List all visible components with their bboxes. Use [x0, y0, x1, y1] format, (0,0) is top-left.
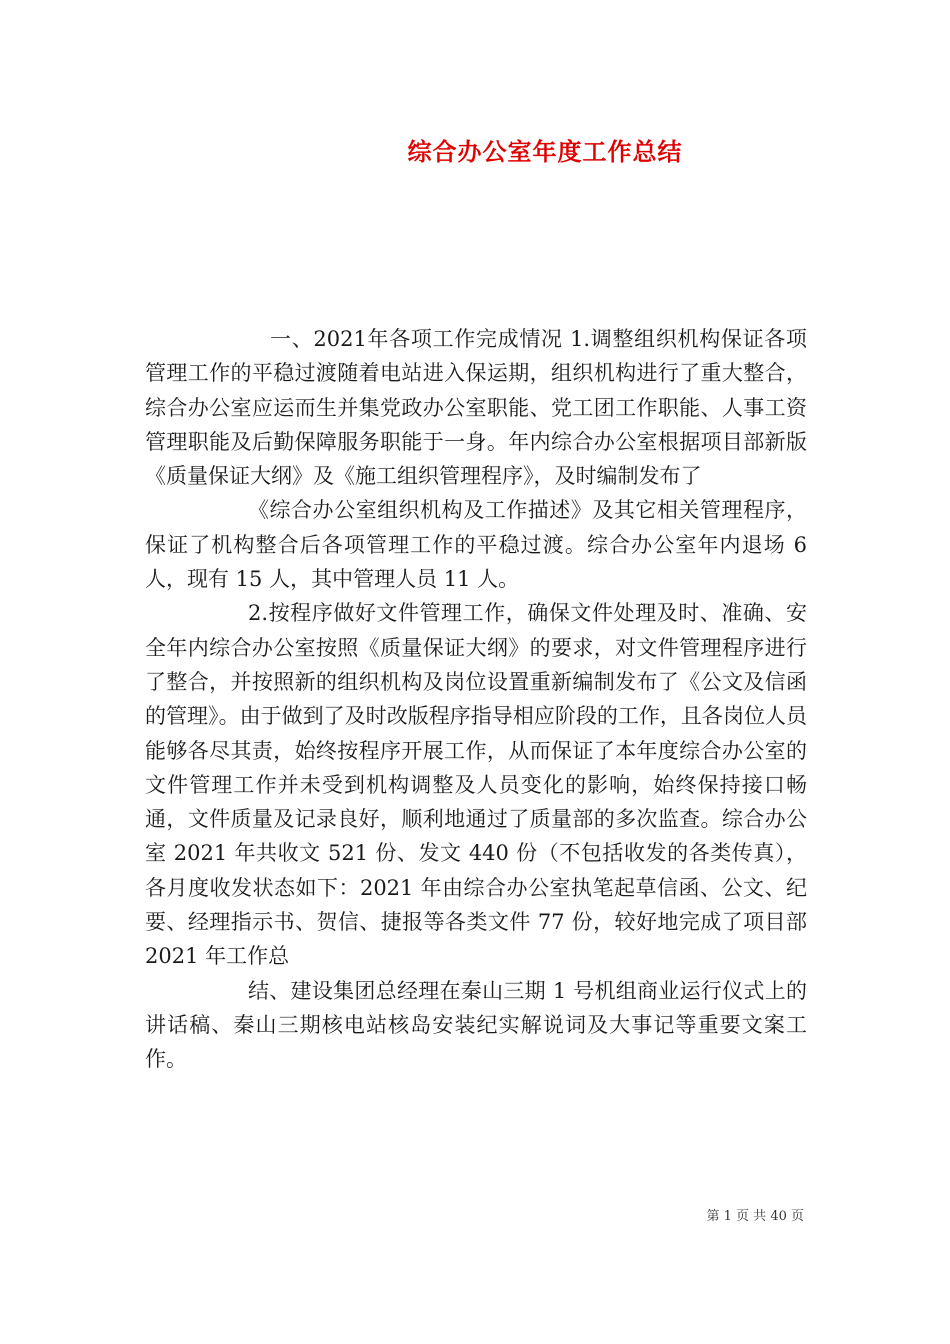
page-number-footer: 第 1 页 共 40 页 — [706, 1209, 804, 1224]
paragraph-3: 2.按程序做好文件管理工作，确保文件处理及时、准确、安全年内综合办公室按照《质量保证大纲》的要求，对文件管理程序进行了整合，并按照新的组织机构及岗位设置重新编制发布了《公文及信函的管理》。由于做到了及时改版程序指导相应阶段的工作，且各岗位人员能够各尽其责，始终按程序开展工作，从而保证了本年度综合办公室的文件管理工作并未受到机构调整及人员变化的影响，始终保持接口畅通，文件质量及记录良好，顺利地通过了质量部的多次监查。综合办公室 2021 年共收文 521 份、发文 440 份（不包括收发的各类传真），各月度收发状态如下：2021 年由综合办公室执笔起草信函、公文、纪要、经理指示书、贺信、捷报等各类文件 77 份，较好地完成了项目部 2021 年工作总 — [145, 601, 807, 969]
paragraph-2: 《综合办公室组织机构及工作描述》及其它相关管理程序，保证了机构整合后各项管理工作的平稳过渡。综合办公室年内退场 6 人，现有 15 人，其中管理人员 11 人。 — [145, 498, 807, 592]
paragraph-4: 结、建设集团总经理在秦山三期 1 号机组商业运行仪式上的讲话稿、秦山三期核电站核岛安装纪实解说词及大事记等重要文案工作。 — [145, 978, 807, 1072]
paragraph-1: 一、2021年各项工作完成情况 1.调整组织机构保证各项管理工作的平稳过渡随着电站进入保运期，组织机构进行了重大整合，综合办公室应运而生并集党政办公室职能、党工团工作职能、人事工资管理职能及后勤保障服务职能于一身。年内综合办公室根据项目部新版《质量保证大纲》及《施工组织管理程序》，及时编制发布了 — [145, 327, 807, 489]
document-body — [145, 322, 807, 1077]
document-title: 综合办公室年度工作总结 — [407, 137, 683, 166]
